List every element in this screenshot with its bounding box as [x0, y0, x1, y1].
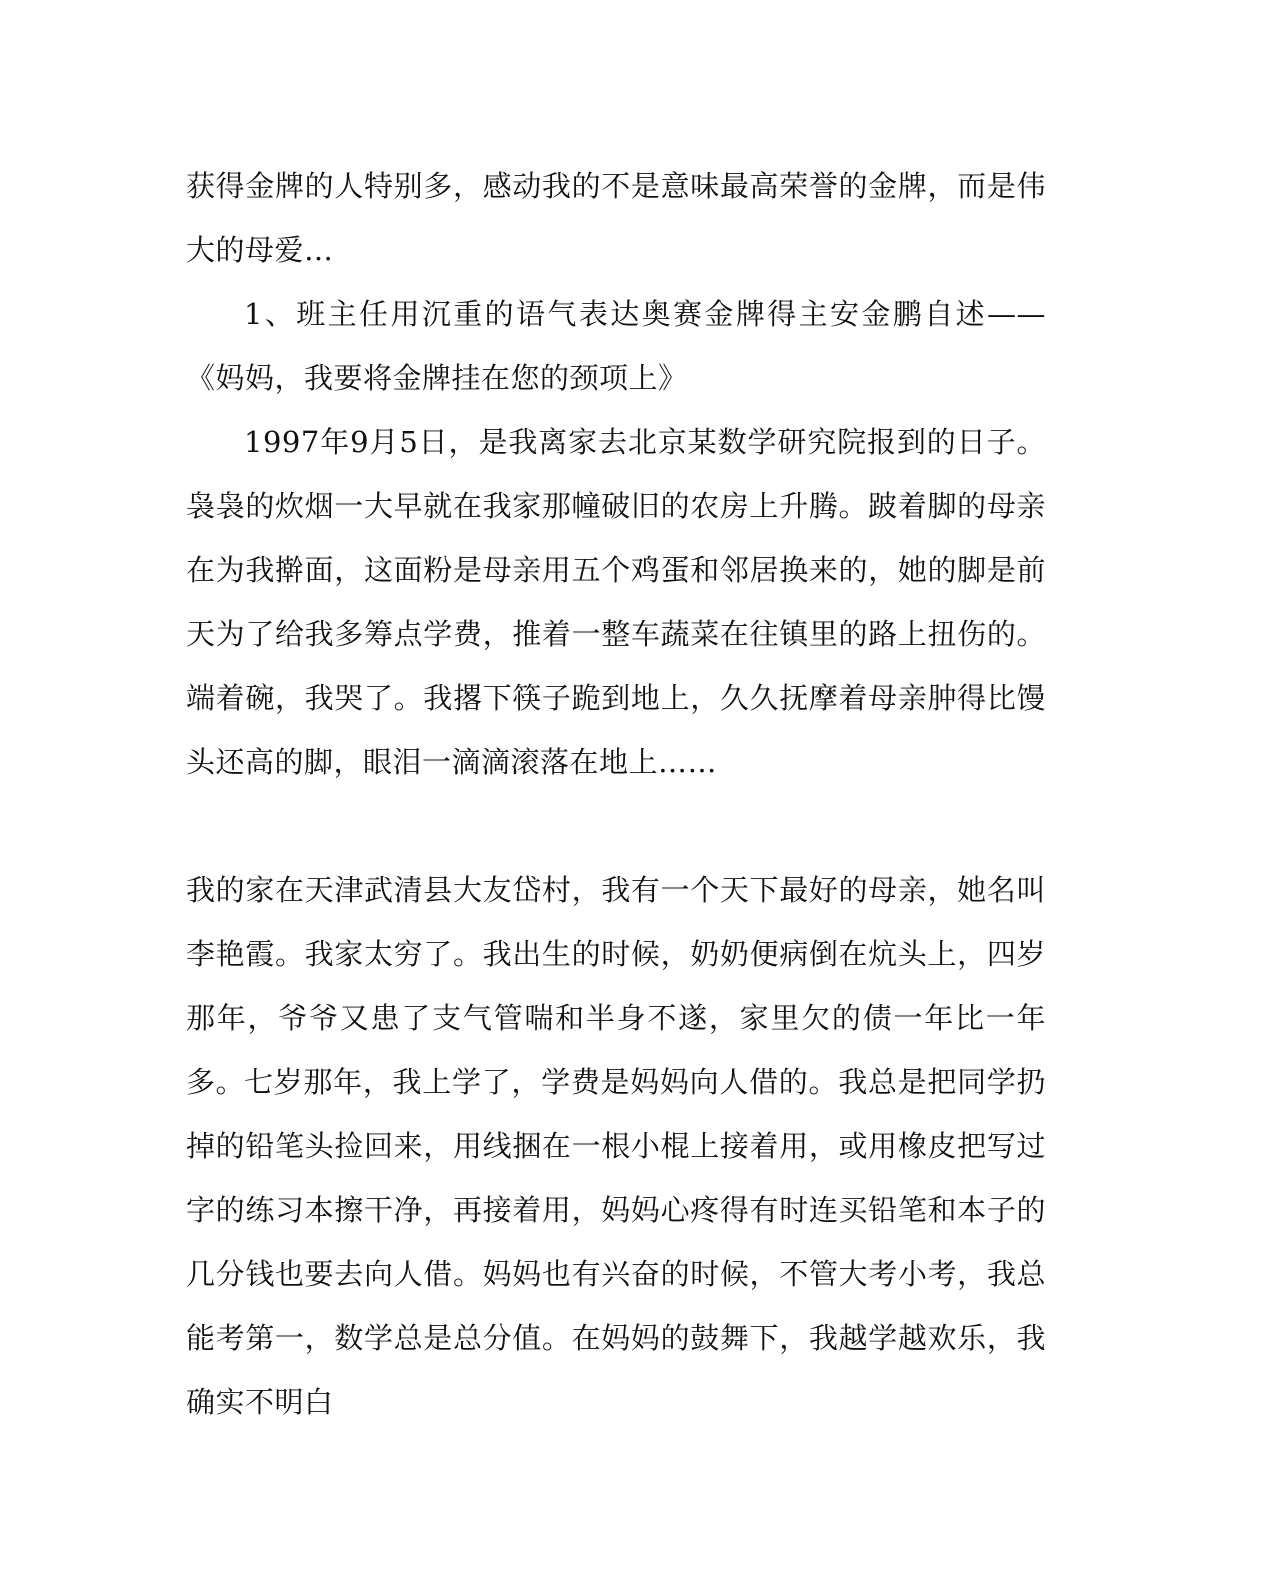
paragraph-story-start: 1997年9月5日，是我离家去北京某数学研究院报到的日子。袅袅的炊烟一大早就在我家那幢破旧的农房上升腾。跛着脚的母亲在为我擀面，这面粉是母亲用五个鸡蛋和邻居换来的，她的脚是前天为了给我多筹点学费，推着一整车蔬菜在往镇里的路上扭伤的。端着碗，我哭了。我撂下筷子跪到地上，久久抚摩着母亲肿得比馒头还高的脚，眼泪一滴滴滚落在地上……: [186, 425, 1046, 779]
paragraph-family: 我的家在天津武清县大友岱村，我有一个天下最好的母亲，她名叫李艳霞。我家太穷了。我出生的时候，奶奶便病倒在炕头上，四岁那年，爷爷又患了支气管喘和半身不遂，家里欠的债一年比一年多。: [186, 873, 1046, 1099]
paragraph-school: 七岁那年，我上学了，学费是妈妈向人借的。我总是把同学扔掉的铅笔头捡回来，用线捆在一根小棍上接着用，或用橡皮把写过字的练习本擦干净，再接着用，妈妈心疼得有时连买铅笔和本子的几分钱也要去向人借。妈妈也有兴奋的时候，不管大考小考，我总能考第一，数学总是总分值。在妈妈的鼓舞下，我越学越欢乐，我确实不明白: [186, 1065, 1046, 1419]
paragraph-intro: 获得金牌的人特别多，感动我的不是意味最高荣誉的金牌，而是伟大的母爱…: [186, 169, 1046, 267]
paragraph-heading: 1、班主任用沉重的语气表达奥赛金牌得主安金鹏自述——《妈妈，我要将金牌挂在您的颈项上》: [186, 297, 1046, 395]
